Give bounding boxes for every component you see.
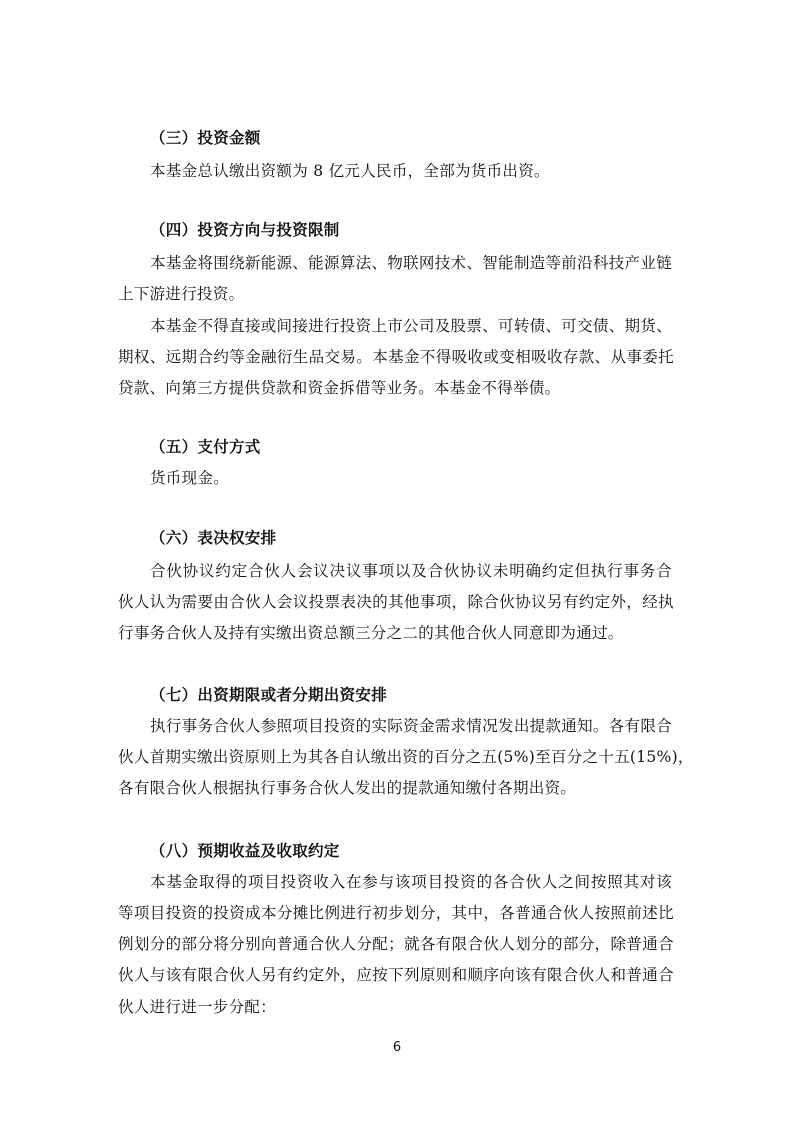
section-heading-expected-returns: （八）预期收益及收取约定	[150, 842, 340, 860]
paragraph-line: 上下游进行投资。	[118, 285, 245, 303]
paragraph-line: 贷款、向第三方提供贷款和资金拆借等业务。本基金不得举债。	[118, 379, 561, 397]
page-number: 6	[392, 1040, 402, 1055]
paragraph-line: 例划分的部分将分别向普通合伙人分配；就各有限合伙人划分的部分，除普通合	[118, 935, 674, 953]
section-heading-voting-rights: （六）表决权安排	[150, 529, 277, 547]
section-heading-capital-contribution: （七）出资期限或者分期出资安排	[150, 686, 388, 704]
section-heading-investment-amount: （三）投资金额	[150, 129, 261, 147]
paragraph-line: 伙人认为需要由合伙人会议投票表决的其他事项，除合伙协议另有约定外，经执	[118, 593, 674, 611]
paragraph-line: 等项目投资的投资成本分摊比例进行初步划分，其中，各普通合伙人按照前述比	[118, 904, 674, 922]
section-heading-payment-method: （五）支付方式	[150, 438, 261, 456]
section-heading-investment-direction: （四）投资方向与投资限制	[150, 221, 340, 239]
paragraph-line: 行事务合伙人及持有实缴出资总额三分之二的其他合伙人同意即为通过。	[118, 624, 624, 642]
paragraph-line: 伙人进行进一步分配：	[118, 998, 277, 1016]
paragraph-line: 各有限合伙人根据执行事务合伙人发出的提款通知缴付各期出资。	[118, 779, 577, 797]
paragraph-line: 伙人与该有限合伙人另有约定外，应按下列原则和顺序向该有限合伙人和普通合	[118, 966, 674, 984]
paragraph-line: 伙人首期实缴出资原则上为其各自认缴出资的百分之五(5%)至百分之十五(15%)，	[118, 748, 694, 766]
paragraph-line: 本基金取得的项目投资收入在参与该项目投资的各合伙人之间按照其对该	[150, 873, 672, 891]
paragraph-line: 执行事务合伙人参照项目投资的实际资金需求情况发出提款通知。各有限合	[150, 717, 672, 735]
paragraph-line: 期权、远期合约等金融衍生品交易。本基金不得吸收或变相吸收存款、从事委托	[118, 348, 674, 366]
paragraph-line: 合伙协议约定合伙人会议决议事项以及合伙协议未明确约定但执行事务合	[150, 562, 672, 580]
paragraph-line: 本基金不得直接或间接进行投资上市公司及股票、可转债、可交债、期货、	[150, 317, 672, 335]
paragraph-line: 本基金总认缴出资额为 8 亿元人民币，全部为货币出资。	[150, 162, 550, 180]
paragraph-line: 本基金将围绕新能源、能源算法、物联网技术、智能制造等前沿科技产业链	[150, 254, 672, 272]
paragraph-line: 货币现金。	[150, 469, 230, 487]
